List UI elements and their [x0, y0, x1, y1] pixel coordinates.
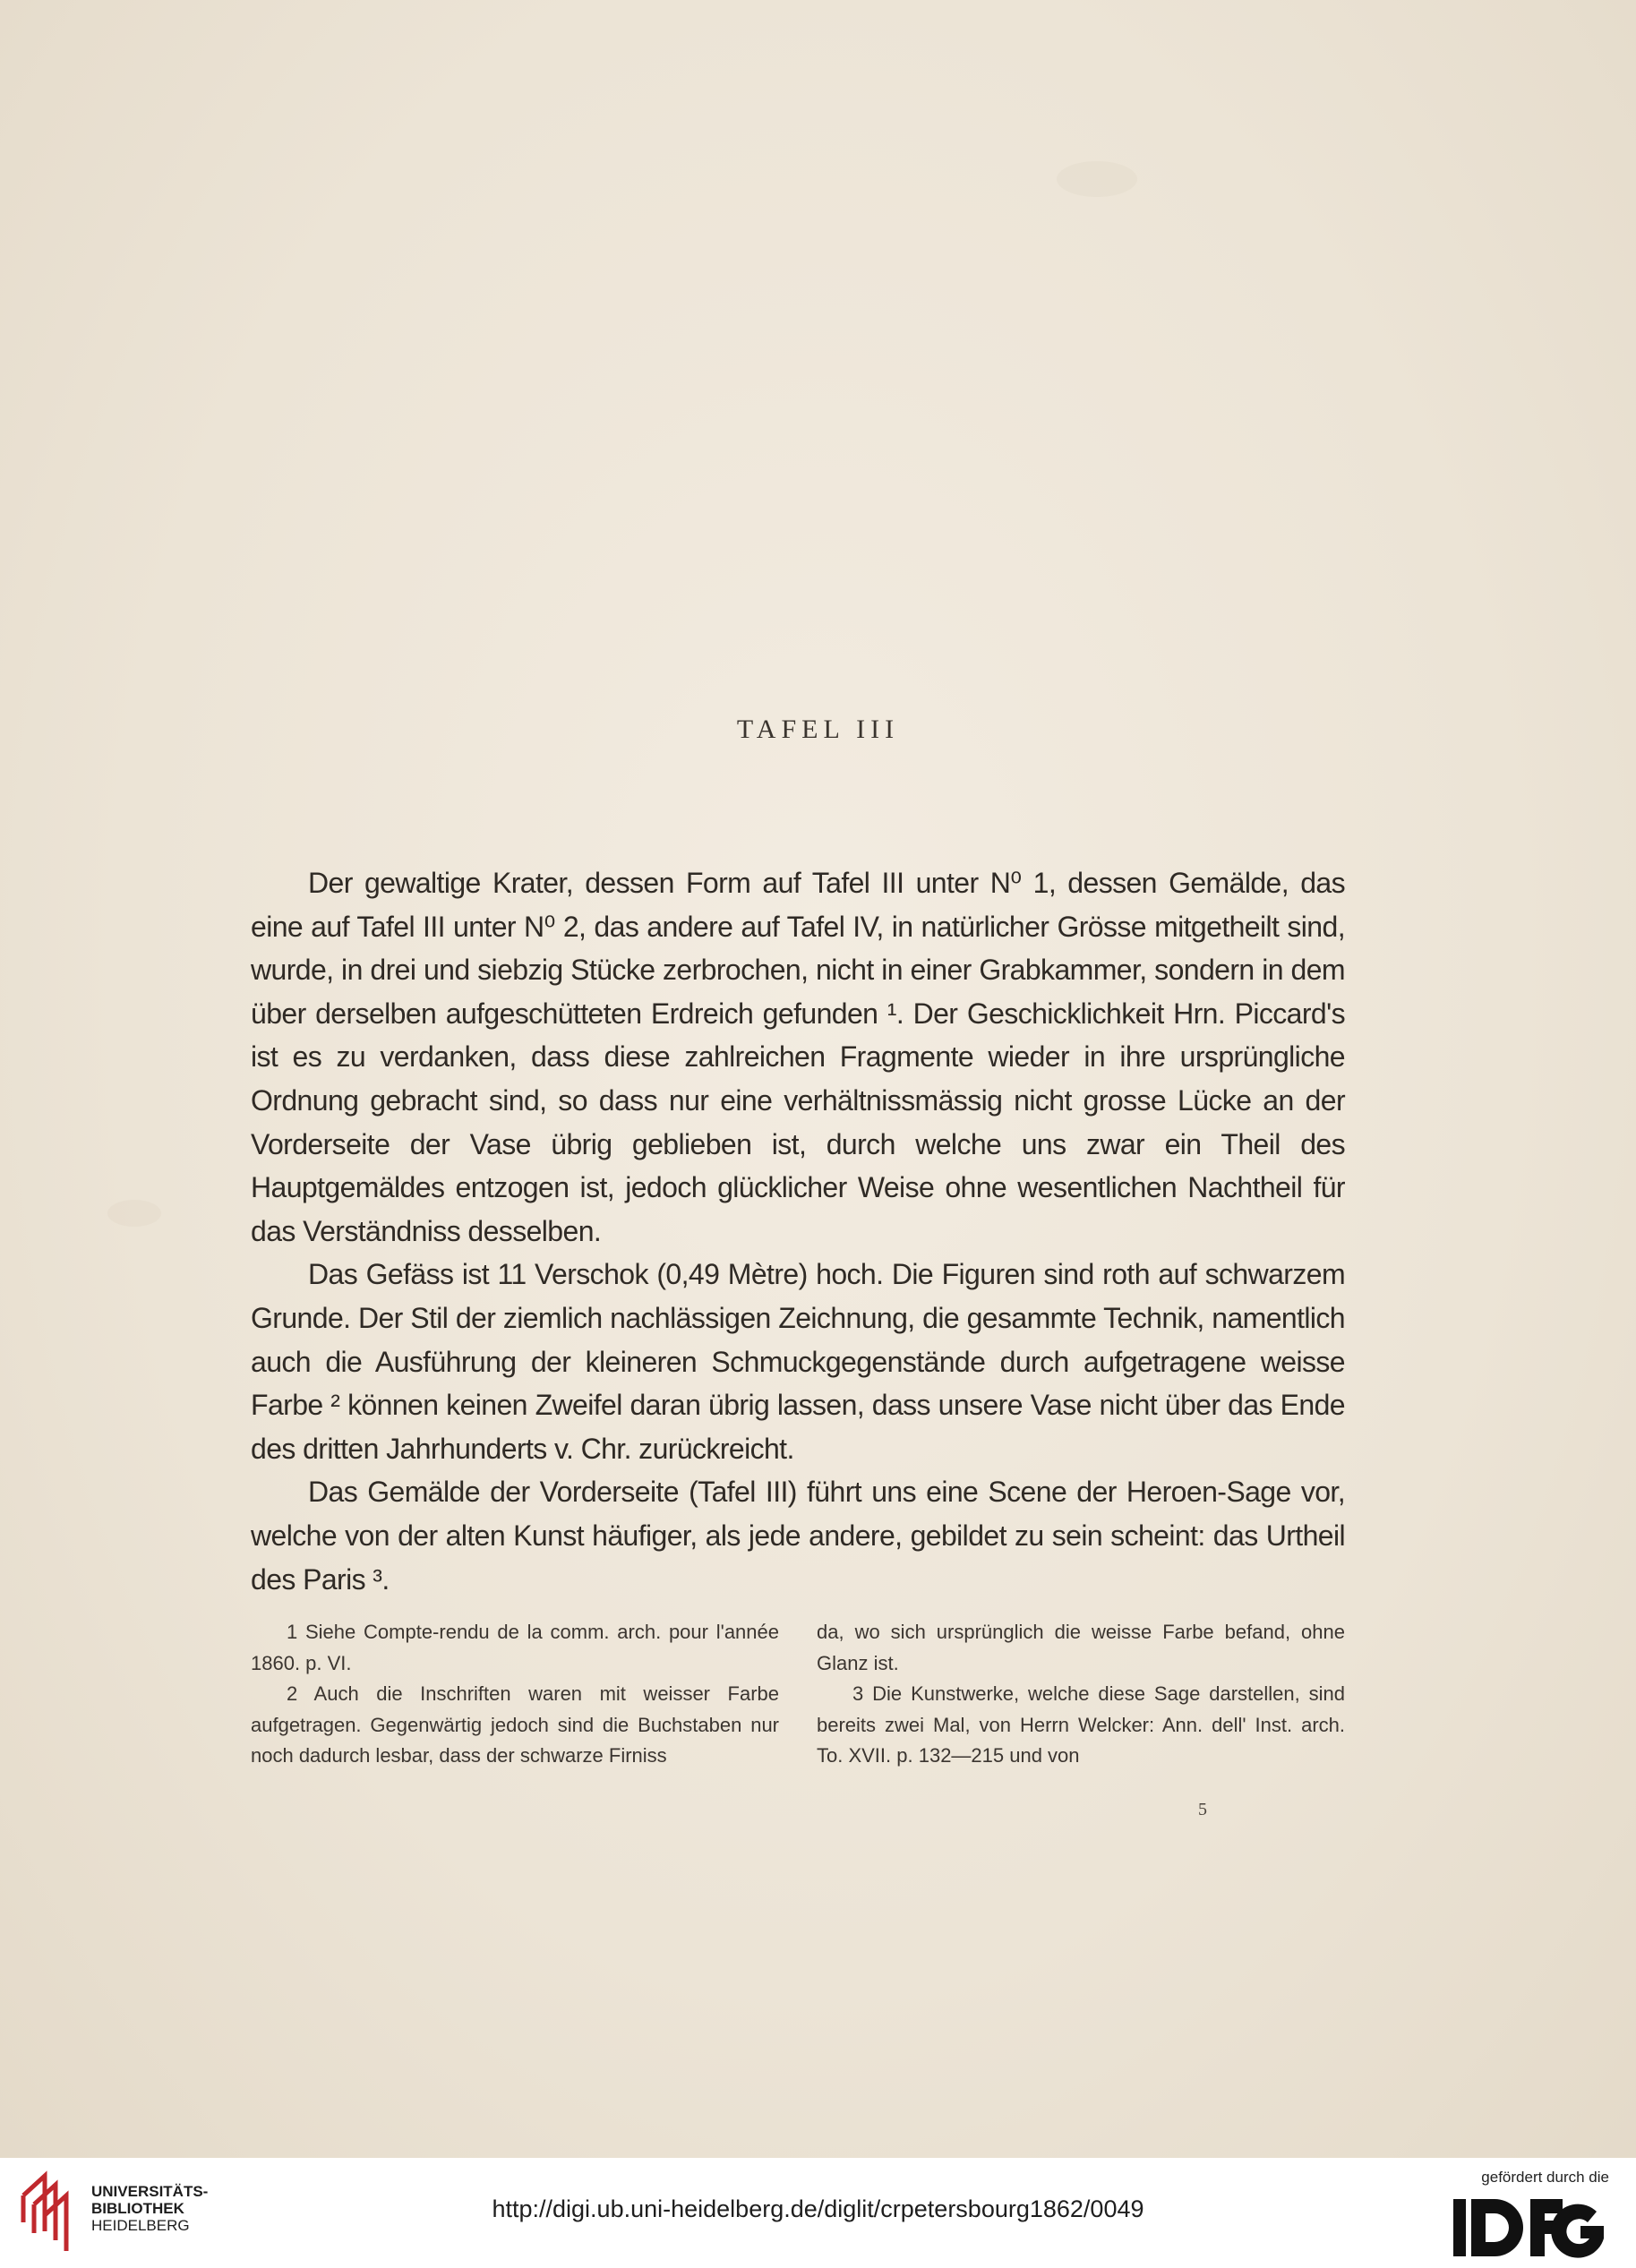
- footnote: 1 Siehe Compte-rendu de la comm. arch. pour l'année 1860. p. VI.: [251, 1621, 779, 1674]
- footnote-continuation: da, wo sich ursprünglich die weisse Farbe befand, ohne Glanz ist.: [817, 1621, 1345, 1674]
- sponsor-label: gefördert durch die: [1481, 2169, 1609, 2186]
- footer-bar: [0, 2158, 1636, 2268]
- page-number: 5: [1198, 1800, 1207, 1819]
- page-title: TAFEL III: [736, 715, 900, 744]
- library-name-line: BIBLIOTHEK: [91, 2200, 184, 2217]
- dfg-logo-icon[interactable]: [1453, 2194, 1609, 2262]
- footnotes-right-column: [817, 1617, 1345, 1772]
- paper-stain: [1057, 161, 1137, 197]
- paragraph: Der gewaltige Krater, dessen Form auf Tafel III unter N⁰ 1, dessen Gemälde, das eine auf Tafel III unter N⁰ 2, das andere auf Tafel IV, in natürlicher Grösse mitgetheilt sind, wurde, in drei und siebzig Stücke zerbrochen, nicht in einer Grabkammer, sondern in dem über derselben aufgeschütteten Erdreich gefunden ¹. Der Geschicklichkeit Hrn. Piccard's ist es zu verdanken, dass diese zahlreichen Fragmente wieder in ihre ursprüngliche Ordnung gebracht sind, so dass nur eine verhältnissmässig nicht grosse Lücke an der Vorderseite der Vase übrig geblieben ist, durch welche uns zwar ein Theil des Hauptgemäldes entzogen ist, jedoch glücklicher Weise ohne wesentlichen Nachtheil für das Verständniss desselben.: [251, 867, 1345, 1247]
- footnotes: [251, 1617, 1345, 1772]
- paragraph: Das Gemälde der Vorderseite (Tafel III) führt uns eine Scene der Heroen-Sage vor, welche von der alten Kunst häufiger, als jede andere, gebildet zu sein scheint: das Urtheil des Paris ³.: [251, 1476, 1345, 1596]
- paper-stain: [107, 1200, 161, 1227]
- footnote: 3 Die Kunstwerke, welche diese Sage darstellen, sind bereits zwei Mal, von Herrn Welcker: Ann. dell' Inst. arch. To. XVII. p. 132—215 und von: [817, 1682, 1345, 1767]
- body-text: [251, 861, 1345, 1601]
- footnotes-left-column: [251, 1617, 779, 1772]
- library-name-line: UNIVERSITÄTS-: [91, 2183, 209, 2200]
- paragraph: Das Gefäss ist 11 Verschok (0,49 Mètre) hoch. Die Figuren sind roth auf schwarzem Grunde. Der Stil der ziemlich nachlässigen Zeichnung, die gesammte Technik, namentlich auch die Ausführung der kleineren Schmuckgegenstände durch aufgetragene weisse Farbe ² können keinen Zweifel daran übrig lassen, dass unsere Vase nicht über das Ende des dritten Jahrhunderts v. Chr. zurückreicht.: [251, 1258, 1345, 1465]
- library-name-line: HEIDELBERG: [91, 2217, 190, 2234]
- footnote: 2 Auch die Inschriften waren mit weisser Farbe aufgetragen. Gegenwärtig jedoch sind die Buchstaben nur noch dadurch lesbar, dass der schwarze Firniss: [251, 1682, 779, 1767]
- permalink-url[interactable]: http://digi.ub.uni-heidelberg.de/diglit/crpetersbourg1862/0049: [492, 2195, 1144, 2222]
